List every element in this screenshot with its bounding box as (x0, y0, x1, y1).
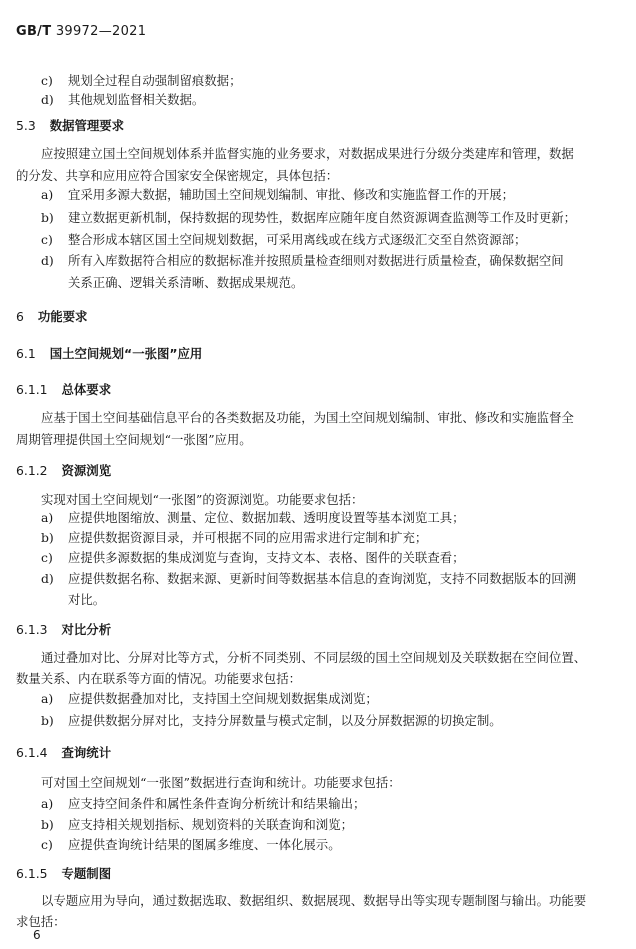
section-heading (16, 463, 111, 479)
section-heading (16, 622, 111, 638)
paragraph-line: 数量关系、内在联系等方面的情况。功能要求包括： (16, 671, 301, 686)
section-heading (16, 745, 111, 761)
section-number: 6.1.3 (16, 622, 48, 637)
list-item-text: 所有入库数据符合相应的数据标准并按照质量检查细则对数据进行质量检查，确保数据空间 (68, 253, 564, 268)
list-item-label: a) (41, 691, 54, 706)
section-number: 6 (16, 309, 24, 324)
section-title: 专题制图 (61, 866, 112, 881)
paragraph-line: 通过叠加对比、分屏对比等方式，分析不同类别、不同层级的国土空间规划及关联数据在空间位置、 (41, 650, 587, 665)
list-item-text: 应提供数据叠加对比，支持国土空间规划数据集成浏览； (68, 691, 378, 706)
section-heading (16, 309, 87, 325)
paragraph-line: 周期管理提供国土空间规划“一张图”应用。 (16, 432, 252, 447)
list-item-text: 整合形成本辖区国土空间规划数据，可采用离线或在线方式逐级汇交至自然资源部； (68, 232, 527, 247)
paragraph-line: 求包括： (16, 914, 66, 929)
list-item-label: b) (41, 530, 54, 545)
section-heading (16, 346, 202, 362)
standard-code: GB/T (16, 24, 52, 39)
paragraph-line: 以专题应用为导向，通过数据选取、数据组织、数据展现、数据导出等实现专题制图与输出。功能要 (41, 893, 587, 908)
list-item-continuation: 关系正确、逻辑关系清晰、数据成果规范。 (68, 275, 304, 290)
list-item-label: a) (41, 187, 54, 202)
section-title: 资源浏览 (61, 463, 112, 478)
list-item-text: 应提供数据名称、数据来源、更新时间等数据基本信息的查询浏览，支持不同数据版本的回溯 (68, 571, 577, 586)
section-title: 功能要求 (37, 309, 88, 324)
list-item-text: 规划全过程自动强制留痕数据； (68, 73, 242, 88)
list-item-text: 其他规划监督相关数据。 (68, 92, 205, 107)
list-item-text: 应支持相关规划指标、规划资料的关联查询和浏览； (68, 817, 353, 832)
page-number: 6 (33, 928, 41, 942)
section-title: 对比分析 (61, 622, 112, 637)
paragraph-line: 应按照建立国土空间规划体系并监督实施的业务要求，对数据成果进行分级分类建库和管理，数据 (41, 146, 574, 161)
list-item-label: c) (41, 232, 53, 247)
list-item-text: 应提供数据资源目录，并可根据不同的应用需求进行定制和扩充； (68, 530, 428, 545)
list-item-label: b) (41, 713, 54, 728)
section-number: 6.1.4 (16, 745, 48, 760)
paragraph-line: 实现对国土空间规划“一张图”的资源浏览。功能要求包括： (41, 492, 364, 507)
standard-header (16, 24, 146, 39)
section-title: 查询统计 (61, 745, 112, 760)
list-item-label: b) (41, 210, 54, 225)
list-item-label: c) (41, 73, 53, 88)
section-number: 6.1.2 (16, 463, 48, 478)
paragraph-line: 应基于国土空间基础信息平台的各类数据及功能，为国土空间规划编制、审批、修改和实施监督全 (41, 410, 574, 425)
paragraph-line: 的分发、共享和应用应符合国家安全保密规定，具体包括： (16, 168, 339, 183)
section-number: 5.3 (16, 118, 36, 133)
list-item-label: c) (41, 550, 53, 565)
list-item-text: 应提供查询统计结果的图属多维度、一体化展示。 (68, 837, 341, 852)
list-item-label: c) (41, 837, 53, 852)
list-item-text: 应提供多源数据的集成浏览与查询，支持文本、表格、图件的关联查看； (68, 550, 465, 565)
list-item-text: 应提供数据分屏对比，支持分屏数量与模式定制，以及分屏数据源的切换定制。 (68, 713, 502, 728)
section-title: 总体要求 (61, 382, 112, 397)
list-item-label: a) (41, 796, 54, 811)
list-item-text: 宜采用多源大数据，辅助国土空间规划编制、审批、修改和实施监督工作的开展； (68, 187, 515, 202)
section-heading (16, 382, 111, 398)
paragraph-line: 可对国土空间规划“一张图”数据进行查询和统计。功能要求包括： (41, 775, 401, 790)
section-heading (16, 866, 111, 882)
list-item-label: d) (41, 571, 54, 586)
section-title: 国土空间规划“一张图”应用 (49, 346, 203, 361)
section-number: 6.1 (16, 346, 36, 361)
list-item-text: 应提供地图缩放、测量、定位、数据加载、透明度设置等基本浏览工具； (68, 510, 465, 525)
section-number: 6.1.1 (16, 382, 48, 397)
standard-number: 39972—2021 (55, 24, 147, 39)
list-item-text: 应支持空间条件和属性条件查询分析统计和结果输出； (68, 796, 366, 811)
list-item-label: a) (41, 510, 54, 525)
section-heading (16, 118, 124, 134)
list-item-label: d) (41, 92, 54, 107)
list-item-label: b) (41, 817, 54, 832)
list-item-label: d) (41, 253, 54, 268)
section-number: 6.1.5 (16, 866, 48, 881)
section-title: 数据管理要求 (49, 118, 125, 133)
list-item-text: 建立数据更新机制，保持数据的现势性，数据库应随年度自然资源调查监测等工作及时更新； (68, 210, 577, 225)
list-item-continuation: 对比。 (68, 592, 106, 607)
